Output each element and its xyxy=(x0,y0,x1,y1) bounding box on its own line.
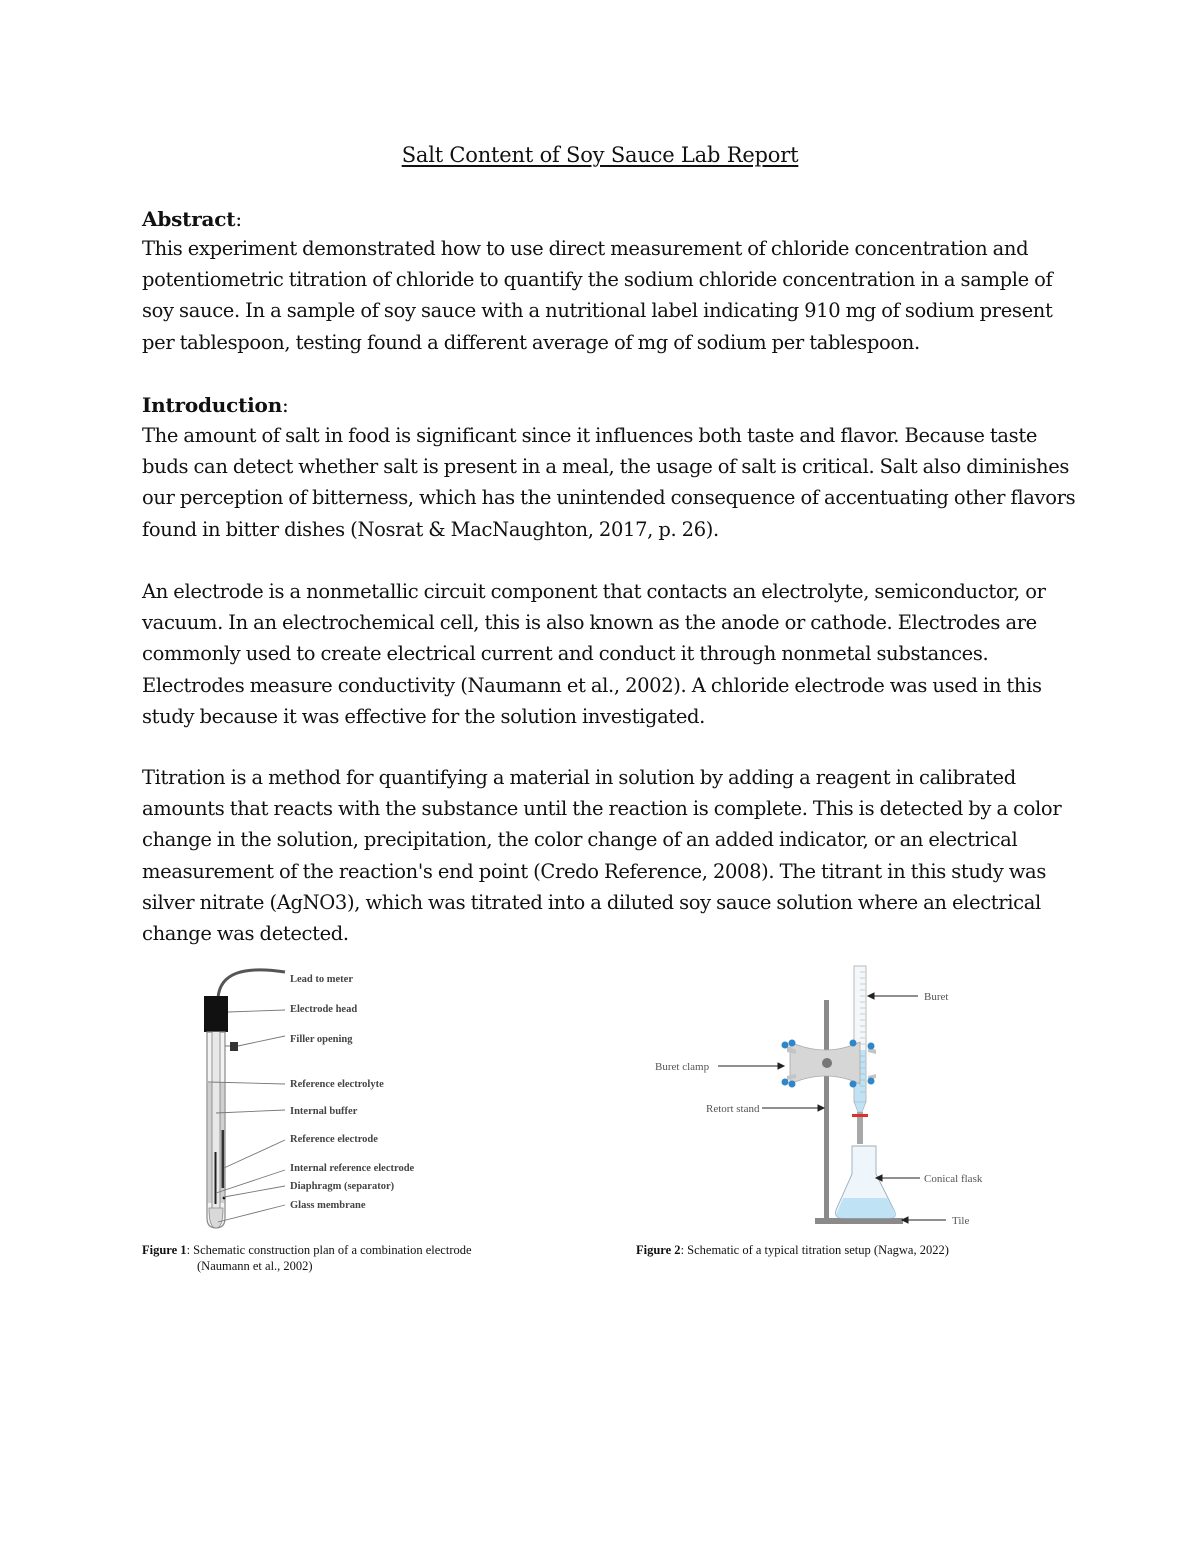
figure-2-caption xyxy=(636,1242,949,1258)
label-conical-flask: Conical flask xyxy=(924,1173,983,1185)
figure-2-label: Figure 2 xyxy=(636,1243,681,1257)
text-line: This experiment demonstrated how to use direct measurement of chloride concentration and xyxy=(142,237,1029,260)
introduction-heading: Introduction: xyxy=(142,393,289,417)
label-buret: Buret xyxy=(924,991,949,1003)
label-reference-electrode: Reference electrode xyxy=(290,1134,378,1145)
text-line: measurement of the reaction's end point (Credo Reference, 2008). The titrant in this study was xyxy=(142,859,1046,883)
label-internal-reference-electrode: Internal reference electrode xyxy=(290,1163,415,1174)
text-line: change was detected. xyxy=(142,922,349,946)
label-filler-opening: Filler opening xyxy=(290,1034,353,1045)
figure-1-caption-citation: (Naumann et al., 2002) xyxy=(197,1259,313,1273)
text-line: found in bitter dishes (Nosrat & MacNaughton, 2017, p. 26). xyxy=(142,517,719,541)
abstract-heading: Abstract: xyxy=(142,207,242,231)
label-buret-clamp: Buret clamp xyxy=(655,1061,710,1073)
text-line: An electrode is a nonmetallic circuit component that contacts an electrolyte, semiconductor, or xyxy=(142,580,1046,603)
figure-2-caption-text: : Schematic of a typical titration setup (Nagwa, 2022) xyxy=(680,1243,949,1257)
titration-setup-icon xyxy=(650,962,990,1232)
label-electrode-head: Electrode head xyxy=(290,1004,358,1015)
text-line: Electrodes measure conductivity (Naumann et al., 2002). A chloride electrode was used in this xyxy=(142,673,1042,697)
text-line: amounts that reacts with the substance until the reaction is complete. This is detected by a color xyxy=(142,797,1062,821)
label-glass-membrane: Glass membrane xyxy=(290,1200,366,1211)
text-line: The amount of salt in food is significant since it influences both taste and flavor. Because taste xyxy=(142,424,1038,447)
figure-2-titration-diagram xyxy=(650,962,990,1232)
figure-1-caption xyxy=(142,1242,472,1274)
text-line: commonly used to create electrical current and conduct it through nonmetal substances. xyxy=(142,642,989,666)
text-line: study because it was effective for the solution investigated. xyxy=(142,704,706,728)
label-reference-electrolyte: Reference electrolyte xyxy=(290,1079,384,1090)
label-diaphragm: Diaphragm (separator) xyxy=(290,1181,395,1192)
figure-1-electrode-diagram xyxy=(190,960,430,1235)
electrode-diagram-icon xyxy=(190,960,430,1235)
text-line: potentiometric titration of chloride to quantify the sodium chloride concentration in a sample of xyxy=(142,268,1053,292)
intro-paragraph-2 xyxy=(142,576,1062,732)
text-line: buds can detect whether salt is present in a meal, the usage of salt is critical. Salt also diminishes xyxy=(142,455,1070,479)
text-line: per tablespoon, testing found a different average of mg of sodium per tablespoon. xyxy=(142,330,920,354)
intro-paragraph-1 xyxy=(142,420,1076,545)
abstract-heading-text: Abstract xyxy=(142,207,236,231)
label-tile: Tile xyxy=(952,1215,970,1227)
text-line: soy sauce. In a sample of soy sauce with a nutritional label indicating 910 mg of sodium present xyxy=(142,299,1053,323)
introduction-heading-text: Introduction xyxy=(142,393,283,417)
text-line: our perception of bitterness, which has the unintended consequence of accentuating other flavors xyxy=(142,486,1076,510)
abstract-paragraph xyxy=(142,233,1062,358)
figure-1-caption-text: : Schematic construction plan of a combination electrode xyxy=(186,1243,472,1257)
text-line: silver nitrate (AgNO3), which was titrated into a diluted soy sauce solution where an electrical xyxy=(142,890,1041,914)
label-internal-buffer: Internal buffer xyxy=(290,1106,358,1117)
label-lead-to-meter: Lead to meter xyxy=(290,974,353,985)
text-line: Titration is a method for quantifying a material in solution by adding a reagent in calibrated xyxy=(142,766,1016,789)
label-retort-stand: Retort stand xyxy=(706,1103,760,1115)
figure-1-label: Figure 1 xyxy=(142,1243,187,1257)
page-title: Salt Content of Soy Sauce Lab Report xyxy=(401,143,799,167)
intro-paragraph-3 xyxy=(142,762,1062,949)
text-line: vacuum. In an electrochemical cell, this is also known as the anode or cathode. Electrodes are xyxy=(142,611,1037,635)
text-line: change in the solution, precipitation, the color change of an added indicator, or an electrical xyxy=(142,828,1018,852)
